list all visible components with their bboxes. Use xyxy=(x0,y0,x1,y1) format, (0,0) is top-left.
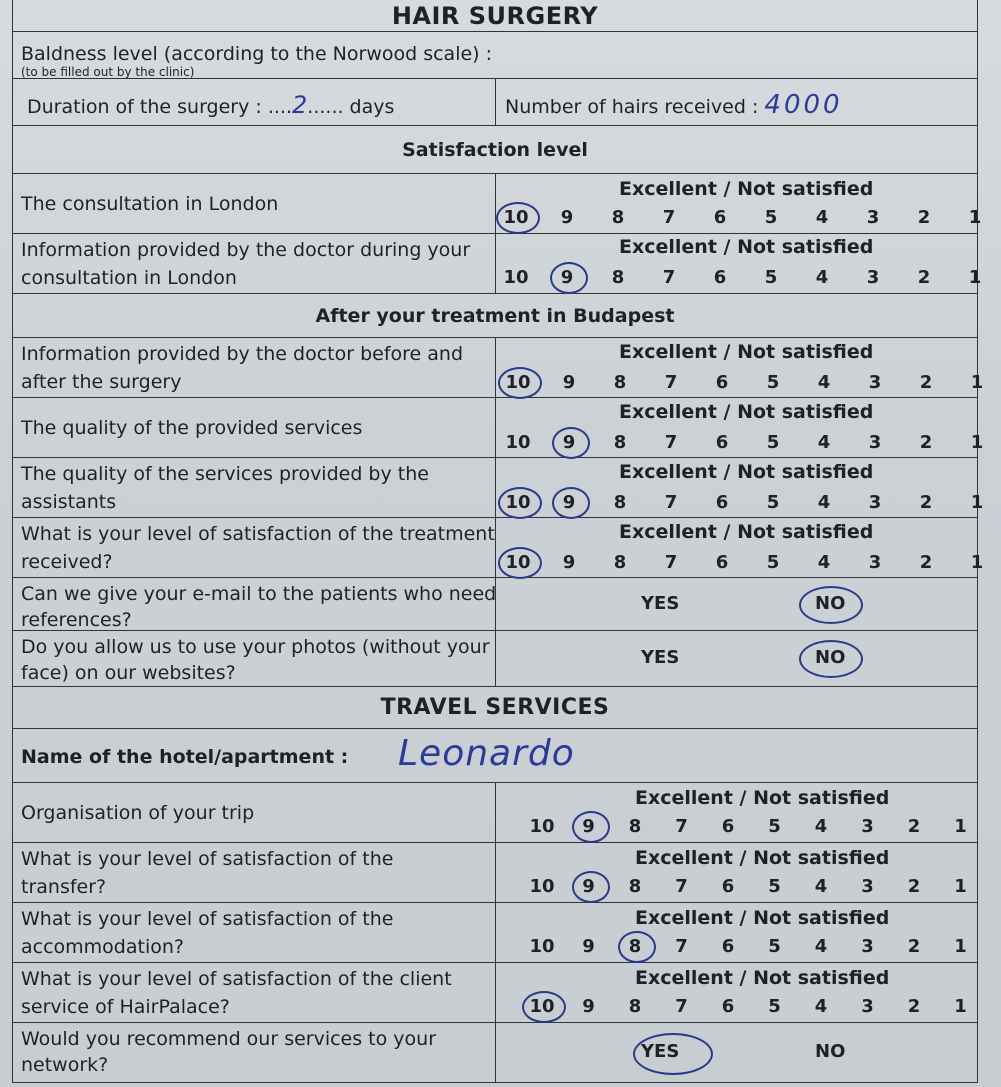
rating-option-7[interactable]: 7 xyxy=(664,552,678,573)
rating-option-6[interactable]: 6 xyxy=(715,492,729,513)
rating-option-7[interactable]: 7 xyxy=(662,207,676,228)
hotel-row xyxy=(13,729,977,783)
rating-option-4[interactable]: 4 xyxy=(814,816,828,837)
rating-option-8[interactable]: 8 xyxy=(613,492,627,513)
rating-option-2[interactable]: 2 xyxy=(907,816,921,837)
yes-option[interactable]: YES xyxy=(641,592,680,614)
question-line-1: The consultation in London xyxy=(21,193,279,215)
rating-option-4[interactable]: 4 xyxy=(817,492,831,513)
answer-circle xyxy=(799,640,863,678)
rating-scale xyxy=(503,552,984,576)
rating-option-5[interactable]: 5 xyxy=(766,552,780,573)
rating-scale xyxy=(527,996,997,1020)
travel-section xyxy=(13,783,977,1023)
question-line-1: Information provided by the doctor during your xyxy=(21,239,471,261)
rating-scale xyxy=(503,372,984,396)
hairs-value[interactable]: 4000 xyxy=(764,90,843,120)
question-line-1: What is your level of satisfaction of the treatment xyxy=(21,523,495,545)
baldness-row xyxy=(13,32,977,79)
question-line-2: received? xyxy=(21,551,113,573)
rating-option-3[interactable]: 3 xyxy=(868,372,882,393)
rating-option-5[interactable]: 5 xyxy=(768,876,781,897)
rating-option-3[interactable]: 3 xyxy=(861,876,874,897)
rating-option-6[interactable]: 6 xyxy=(721,816,735,837)
question-line-2: consultation in London xyxy=(21,267,237,289)
hair-surgery-form xyxy=(12,0,984,1083)
rating-option-2[interactable]: 2 xyxy=(919,492,933,513)
rating-option-1[interactable]: 1 xyxy=(968,267,982,288)
column-divider xyxy=(495,843,496,902)
rating-option-1[interactable]: 1 xyxy=(954,816,967,837)
duration-value[interactable]: 2 xyxy=(292,91,308,119)
answer-circle xyxy=(799,586,863,624)
rating-option-6[interactable]: 6 xyxy=(713,267,727,288)
rating-option-5[interactable]: 5 xyxy=(766,372,780,393)
hotel-label: Name of the hotel/apartment : xyxy=(21,746,349,768)
answer-circle xyxy=(552,427,590,459)
hotel-value[interactable]: Leonardo xyxy=(398,733,575,774)
rating-option-5[interactable]: 5 xyxy=(768,816,781,837)
rating-option-10[interactable]: 10 xyxy=(529,936,555,957)
question-line-1: What is your level of satisfaction of the client xyxy=(21,968,452,990)
london-section xyxy=(13,174,982,294)
question-line-2: transfer? xyxy=(21,876,107,898)
rating-option-9[interactable]: 9 xyxy=(562,372,576,393)
rating-option-6[interactable]: 6 xyxy=(715,432,729,453)
rating-option-1[interactable]: 1 xyxy=(970,492,984,513)
rating-option-8[interactable]: 8 xyxy=(628,816,642,837)
duration-field xyxy=(27,91,394,121)
question-line-2: network? xyxy=(21,1054,109,1076)
duration-label-suffix: ...... days xyxy=(307,96,395,118)
question-line-1: The quality of the provided services xyxy=(21,417,363,439)
question-line-1: The quality of the services provided by the xyxy=(21,463,429,485)
rating-option-3[interactable]: 3 xyxy=(868,552,882,573)
question-line-2: face) on our websites? xyxy=(21,662,236,684)
column-divider xyxy=(495,174,496,233)
column-divider xyxy=(495,79,496,125)
rating-option-10[interactable]: 10 xyxy=(505,492,531,513)
rating-option-4[interactable]: 4 xyxy=(814,996,828,1017)
question-line-1: What is your level of satisfaction of the xyxy=(21,848,394,870)
budapest-section xyxy=(13,338,984,578)
rating-option-9[interactable]: 9 xyxy=(560,207,574,228)
rating-option-9[interactable]: 9 xyxy=(582,816,595,837)
rating-row xyxy=(13,398,984,458)
baldness-note: (to be filled out by the clinic) xyxy=(21,65,195,79)
rating-option-4[interactable]: 4 xyxy=(815,207,829,228)
rating-option-9[interactable]: 9 xyxy=(562,552,576,573)
rating-row xyxy=(13,963,977,1023)
consent-section xyxy=(13,578,977,687)
yes-no-row xyxy=(13,631,977,687)
travel-header-row xyxy=(13,687,977,729)
rating-option-8[interactable]: 8 xyxy=(611,207,625,228)
rating-row xyxy=(13,783,977,843)
rating-option-10[interactable]: 10 xyxy=(529,816,555,837)
rating-row xyxy=(13,338,984,398)
answer-circle xyxy=(572,871,610,903)
rating-option-2[interactable]: 2 xyxy=(907,996,921,1017)
scale-label: Excellent / Not satisfied xyxy=(619,178,874,200)
budapest-header: After your treatment in Budapest xyxy=(315,305,675,327)
duration-hairs-row xyxy=(13,79,977,126)
rating-option-1[interactable]: 1 xyxy=(970,372,984,393)
column-divider xyxy=(495,398,496,457)
rating-option-8[interactable]: 8 xyxy=(628,876,642,897)
rating-option-2[interactable]: 2 xyxy=(907,876,921,897)
rating-option-8[interactable]: 8 xyxy=(613,432,627,453)
answer-circle xyxy=(550,262,588,294)
rating-option-7[interactable]: 7 xyxy=(662,267,676,288)
answer-circle xyxy=(498,487,542,519)
column-divider xyxy=(495,338,496,397)
rating-option-4[interactable]: 4 xyxy=(815,267,829,288)
rating-option-6[interactable]: 6 xyxy=(721,936,735,957)
question-line-1: What is your level of satisfaction of the xyxy=(21,908,394,930)
rating-option-1[interactable]: 1 xyxy=(970,552,984,573)
answer-circle xyxy=(522,991,566,1023)
rating-option-4[interactable]: 4 xyxy=(814,936,828,957)
rating-option-10[interactable]: 10 xyxy=(505,552,531,573)
answer-circle xyxy=(498,547,542,579)
rating-option-8[interactable]: 8 xyxy=(613,372,627,393)
rating-option-3[interactable]: 3 xyxy=(868,492,882,513)
rating-option-2[interactable]: 2 xyxy=(917,267,931,288)
rating-option-1[interactable]: 1 xyxy=(968,207,982,228)
rating-option-3[interactable]: 3 xyxy=(866,267,880,288)
rating-row xyxy=(13,234,982,294)
no-option[interactable]: NO xyxy=(815,647,846,668)
rating-option-3[interactable]: 3 xyxy=(866,207,880,228)
rating-row xyxy=(13,903,977,963)
rating-option-4[interactable]: 4 xyxy=(817,552,831,573)
question-line-1: Organisation of your trip xyxy=(21,802,255,824)
rating-option-8[interactable]: 8 xyxy=(611,267,625,288)
column-divider xyxy=(495,518,496,577)
column-divider xyxy=(495,1023,496,1082)
rating-option-8[interactable]: 8 xyxy=(628,996,642,1017)
rating-option-6[interactable]: 6 xyxy=(713,207,727,228)
rating-option-5[interactable]: 5 xyxy=(764,267,778,288)
form-title-row xyxy=(13,0,977,32)
rating-option-3[interactable]: 3 xyxy=(861,996,874,1017)
question-line-1: Would you recommend our services to your xyxy=(21,1028,437,1050)
scale-label: Excellent / Not satisfied xyxy=(619,236,874,258)
rating-option-9[interactable]: 9 xyxy=(582,936,595,957)
rating-option-6[interactable]: 6 xyxy=(715,552,729,573)
scale-label: Excellent / Not satisfied xyxy=(619,521,874,543)
satisfaction-header: Satisfaction level xyxy=(402,139,588,161)
rating-option-8[interactable]: 8 xyxy=(613,552,627,573)
rating-scale xyxy=(527,936,997,960)
rating-option-7[interactable]: 7 xyxy=(675,876,688,897)
answer-circle xyxy=(633,1033,713,1075)
column-divider xyxy=(495,963,496,1022)
scale-label: Excellent / Not satisfied xyxy=(635,967,890,989)
rating-option-3[interactable]: 3 xyxy=(861,936,874,957)
rating-option-1[interactable]: 1 xyxy=(954,936,967,957)
column-divider xyxy=(495,234,496,293)
rating-option-7[interactable]: 7 xyxy=(664,372,678,393)
rating-option-2[interactable]: 2 xyxy=(919,552,933,573)
scale-label: Excellent / Not satisfied xyxy=(635,907,890,929)
rating-option-7[interactable]: 7 xyxy=(675,996,688,1017)
question-line-2: accommodation? xyxy=(21,936,184,958)
question-line-2: references? xyxy=(21,609,132,631)
column-divider xyxy=(495,631,496,686)
rating-scale xyxy=(501,207,982,231)
rating-option-8[interactable]: 8 xyxy=(628,936,642,957)
question-line-2: assistants xyxy=(21,491,117,513)
rating-row xyxy=(13,843,977,903)
answer-circle xyxy=(496,202,540,234)
rating-option-9[interactable]: 9 xyxy=(562,492,576,513)
satisfaction-header-row xyxy=(13,126,977,174)
answer-circle xyxy=(498,367,542,399)
rating-option-4[interactable]: 4 xyxy=(817,372,831,393)
column-divider xyxy=(495,783,496,842)
travel-header: TRAVEL SERVICES xyxy=(380,695,610,720)
rating-option-6[interactable]: 6 xyxy=(715,372,729,393)
question-line-2: after the surgery xyxy=(21,371,182,393)
question-line-2: service of HairPalace? xyxy=(21,996,230,1018)
rating-option-2[interactable]: 2 xyxy=(919,432,933,453)
rating-option-5[interactable]: 5 xyxy=(768,936,781,957)
column-divider xyxy=(495,458,496,517)
answer-circle xyxy=(572,811,610,843)
rating-option-10[interactable]: 10 xyxy=(505,432,531,453)
rating-option-10[interactable]: 10 xyxy=(529,876,555,897)
rating-option-10[interactable]: 10 xyxy=(503,267,529,288)
scale-label: Excellent / Not satisfied xyxy=(619,461,874,483)
baldness-label: Baldness level (according to the Norwood scale) : xyxy=(21,43,493,65)
rating-option-9[interactable]: 9 xyxy=(560,267,574,288)
rating-option-9[interactable]: 9 xyxy=(582,996,595,1017)
no-option[interactable]: NO xyxy=(815,1041,846,1062)
rating-option-3[interactable]: 3 xyxy=(861,816,874,837)
yes-no-row xyxy=(13,578,977,631)
rating-row xyxy=(13,518,984,578)
scale-label: Excellent / Not satisfied xyxy=(619,401,874,423)
scale-label: Excellent / Not satisfied xyxy=(635,847,890,869)
rating-option-6[interactable]: 6 xyxy=(721,996,735,1017)
rating-option-1[interactable]: 1 xyxy=(970,432,984,453)
rating-option-5[interactable]: 5 xyxy=(764,207,778,228)
rating-option-9[interactable]: 9 xyxy=(582,876,595,897)
column-divider xyxy=(495,578,496,630)
rating-option-2[interactable]: 2 xyxy=(907,936,921,957)
column-divider xyxy=(495,903,496,962)
answer-circle xyxy=(618,931,656,963)
rating-option-5[interactable]: 5 xyxy=(766,492,780,513)
rating-option-4[interactable]: 4 xyxy=(814,876,828,897)
budapest-header-row xyxy=(13,294,977,338)
rating-option-10[interactable]: 10 xyxy=(503,207,529,228)
answer-circle xyxy=(552,487,590,519)
rating-option-10[interactable]: 10 xyxy=(529,996,555,1017)
question-line-1: Do you allow us to use your photos (without your xyxy=(21,636,490,658)
rating-row xyxy=(13,174,982,234)
rating-option-7[interactable]: 7 xyxy=(675,936,688,957)
scale-label: Excellent / Not satisfied xyxy=(619,341,874,363)
rating-option-2[interactable]: 2 xyxy=(917,207,931,228)
rating-option-10[interactable]: 10 xyxy=(505,372,531,393)
rating-row xyxy=(13,458,984,518)
rating-option-7[interactable]: 7 xyxy=(664,432,678,453)
scale-label: Excellent / Not satisfied xyxy=(635,787,890,809)
rating-option-1[interactable]: 1 xyxy=(954,876,967,897)
hairs-label: Number of hairs received : xyxy=(505,96,759,118)
no-option[interactable]: NO xyxy=(815,592,846,614)
rating-option-4[interactable]: 4 xyxy=(817,432,831,453)
form-title: HAIR SURGERY xyxy=(391,2,599,30)
yes-option[interactable]: YES xyxy=(641,647,680,668)
yes-no-row xyxy=(13,1023,977,1083)
hairs-field xyxy=(505,91,843,121)
rating-option-6[interactable]: 6 xyxy=(721,876,735,897)
rating-option-5[interactable]: 5 xyxy=(768,996,781,1017)
rating-option-7[interactable]: 7 xyxy=(664,492,678,513)
question-line-1: Information provided by the doctor before and xyxy=(21,343,464,365)
recommend-section xyxy=(13,1023,977,1083)
question-line-1: Can we give your e-mail to the patients who need xyxy=(21,583,497,605)
rating-option-9[interactable]: 9 xyxy=(562,432,576,453)
rating-option-3[interactable]: 3 xyxy=(868,432,882,453)
yes-option[interactable]: YES xyxy=(641,1041,680,1062)
duration-label-prefix: Duration of the surgery : .... xyxy=(27,96,292,118)
rating-option-1[interactable]: 1 xyxy=(954,996,967,1017)
rating-option-7[interactable]: 7 xyxy=(675,816,688,837)
rating-option-5[interactable]: 5 xyxy=(766,432,780,453)
rating-option-2[interactable]: 2 xyxy=(919,372,933,393)
